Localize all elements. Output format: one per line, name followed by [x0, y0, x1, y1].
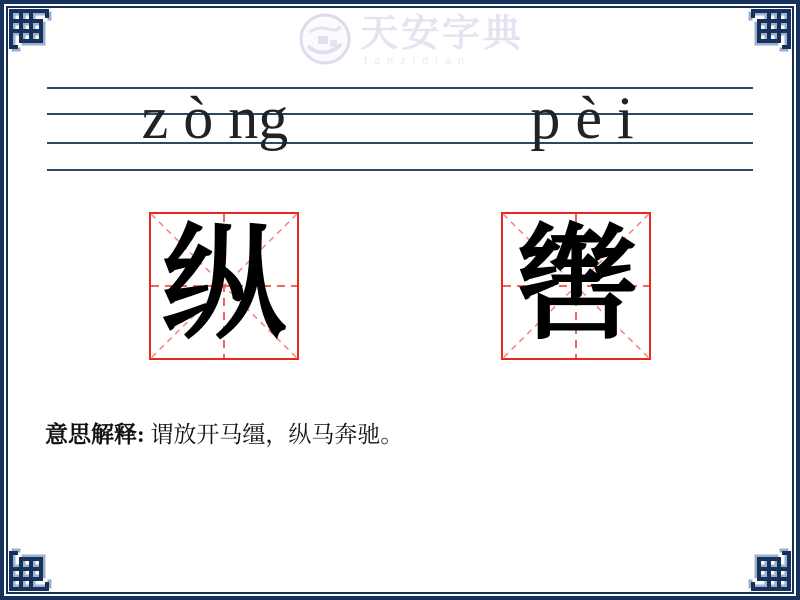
hanzi-pei: 辔 [513, 217, 638, 354]
logo-title: 天安字典 [360, 13, 525, 55]
corner-fret-icon [3, 3, 53, 53]
character-card [149, 212, 299, 360]
corner-fret-icon [3, 547, 53, 597]
character-card [501, 212, 651, 360]
hanzi-zong: 纵 [161, 217, 286, 354]
meaning-section [45, 420, 745, 450]
meaning-text: 谓放开马缰，纵马奔驰。 [144, 422, 404, 447]
pinyin-staff-line [47, 169, 753, 171]
seal-globe-icon [298, 12, 352, 66]
inner-border [6, 6, 794, 594]
pinyin-zong: z ò ng [141, 85, 289, 151]
meaning-label: 意思解释: [45, 422, 145, 447]
site-logo [298, 12, 524, 67]
pinyin-pei: p è i [530, 85, 634, 151]
corner-fret-icon [747, 3, 797, 53]
corner-fret-icon [747, 547, 797, 597]
logo-subtitle: tanzidian [364, 55, 472, 67]
